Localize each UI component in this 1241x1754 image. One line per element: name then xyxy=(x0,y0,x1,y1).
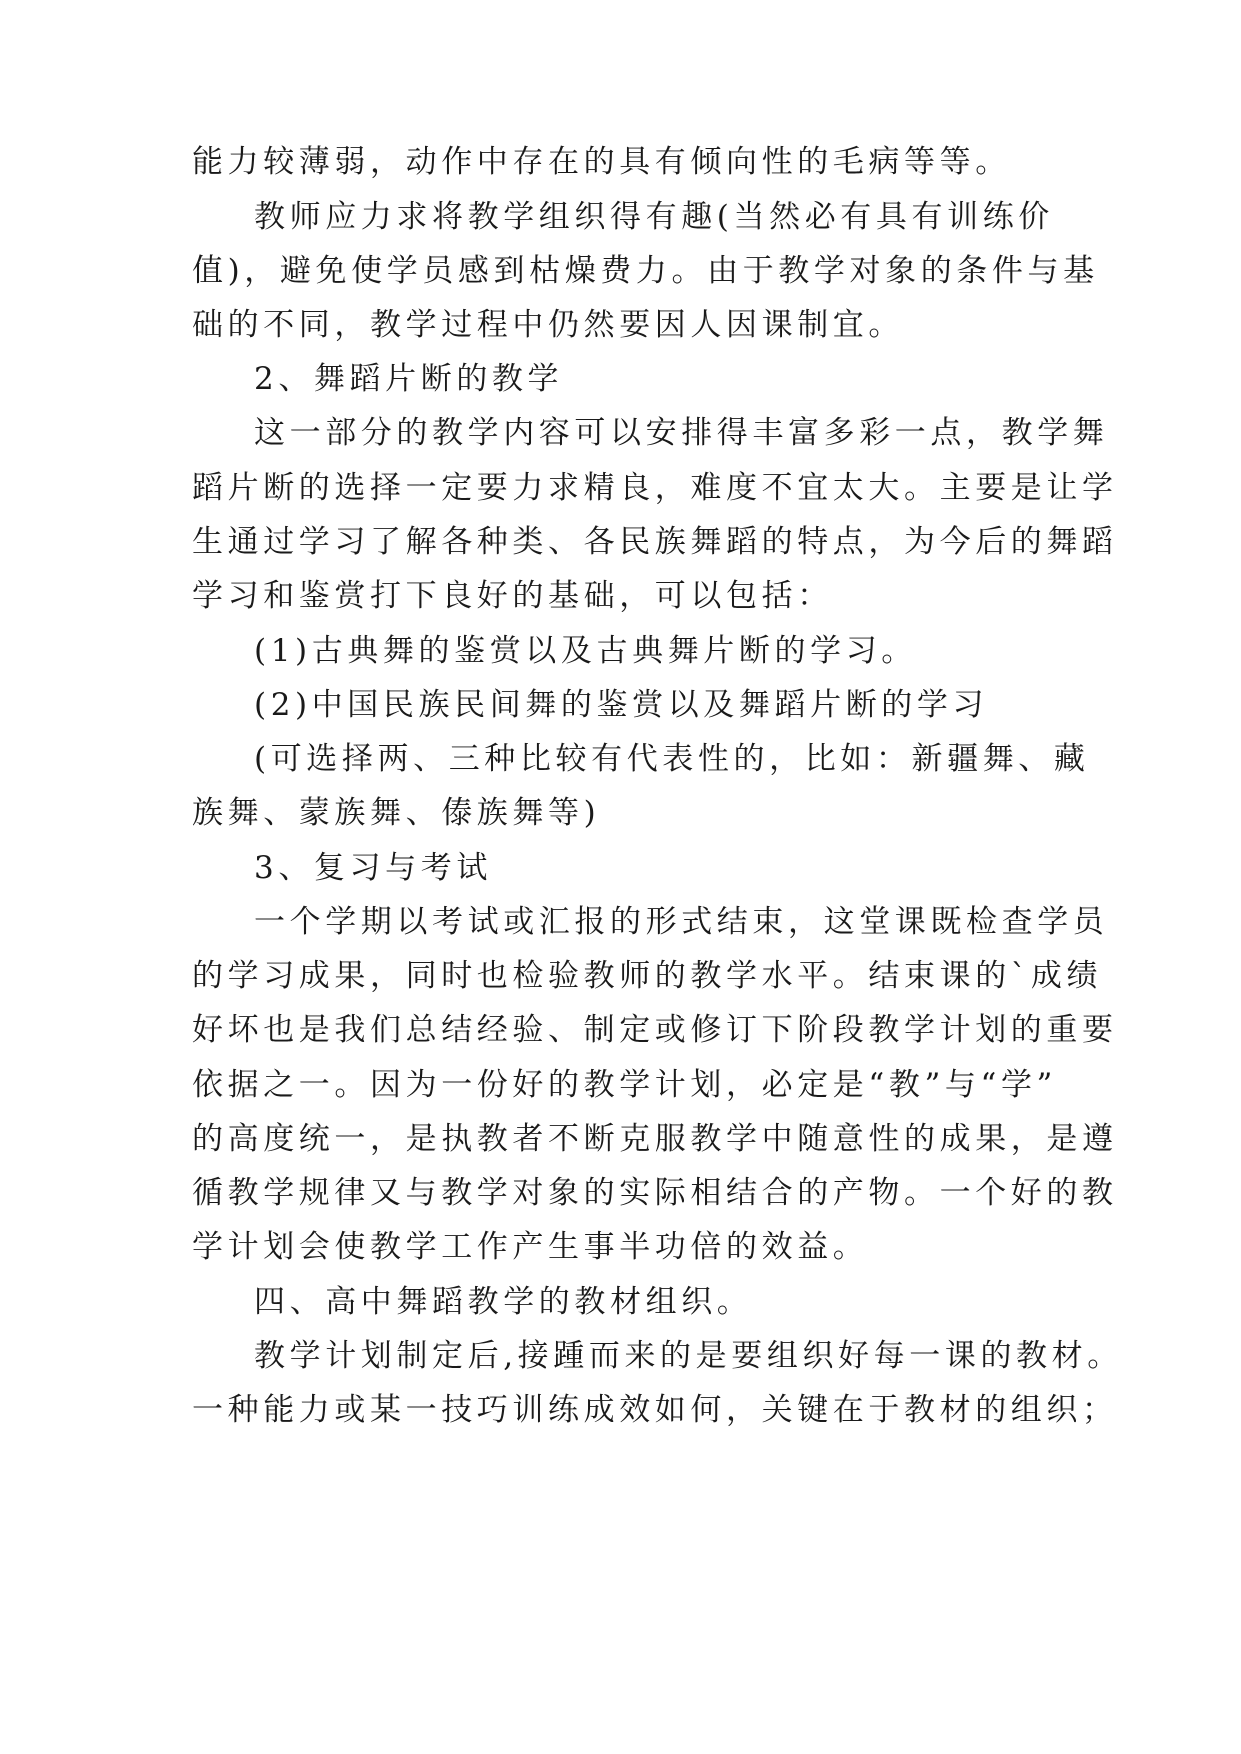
text-line: 循教学规律又与教学对象的实际相结合的产物。一个好的教 xyxy=(192,1175,1118,1211)
list-item: (1)古典舞的鉴赏以及古典舞片断的学习。 xyxy=(254,633,917,669)
text-line: 一种能力或某一技巧训练成效如何，关键在于教材的组织； xyxy=(192,1392,1118,1428)
text-line: 学习和鉴赏打下良好的基础，可以包括： xyxy=(192,578,833,614)
text-line: 的高度统一，是执教者不断克服教学中随意性的成果，是遵 xyxy=(192,1121,1118,1157)
text-line: 族舞、蒙族舞、傣族舞等) xyxy=(192,795,601,831)
text-line: 础的不同，教学过程中仍然要因人因课制宜。 xyxy=(192,307,904,343)
paragraph-start: 教学计划制定后,接踵而来的是要组织好每一课的教材。 xyxy=(254,1338,1123,1374)
paragraph-start: 一个学期以考试或汇报的形式结束，这堂课既检查学员 xyxy=(254,904,1109,940)
text-line: 值)，避免使学员感到枯燥费力。由于教学对象的条件与基 xyxy=(192,253,1099,289)
text-line: 学计划会使教学工作产生事半功倍的效益。 xyxy=(192,1229,869,1265)
paragraph-start: 教师应力求将教学组织得有趣(当然必有具有训练价 xyxy=(254,199,1054,235)
text-line: 能力较薄弱，动作中存在的具有倾向性的毛病等等。 xyxy=(192,144,1011,180)
paragraph-start: (可选择两、三种比较有代表性的，比如：新疆舞、藏 xyxy=(254,741,1090,777)
paragraph-start: 这一部分的教学内容可以安排得丰富多彩一点，教学舞 xyxy=(254,415,1109,451)
section-heading: 2、舞蹈片断的教学 xyxy=(254,361,564,397)
text-line: 好坏也是我们总结经验、制定或修订下阶段教学计划的重要 xyxy=(192,1012,1118,1048)
text-line: 生通过学习了解各种类、各民族舞蹈的特点，为今后的舞蹈 xyxy=(192,524,1118,560)
list-item: (2)中国民族民间舞的鉴赏以及舞蹈片断的学习 xyxy=(254,687,989,723)
text-line: 的学习成果，同时也检验教师的教学水平。结束课的`成绩 xyxy=(192,958,1103,994)
section-heading: 四、高中舞蹈教学的教材组织。 xyxy=(254,1284,753,1320)
section-heading: 3、复习与考试 xyxy=(254,850,492,886)
text-line: 蹈片断的选择一定要力求精良，难度不宜太大。主要是让学 xyxy=(192,470,1118,506)
text-line: 依据之一。因为一份好的教学计划，必定是“教”与“学” xyxy=(192,1067,1057,1103)
